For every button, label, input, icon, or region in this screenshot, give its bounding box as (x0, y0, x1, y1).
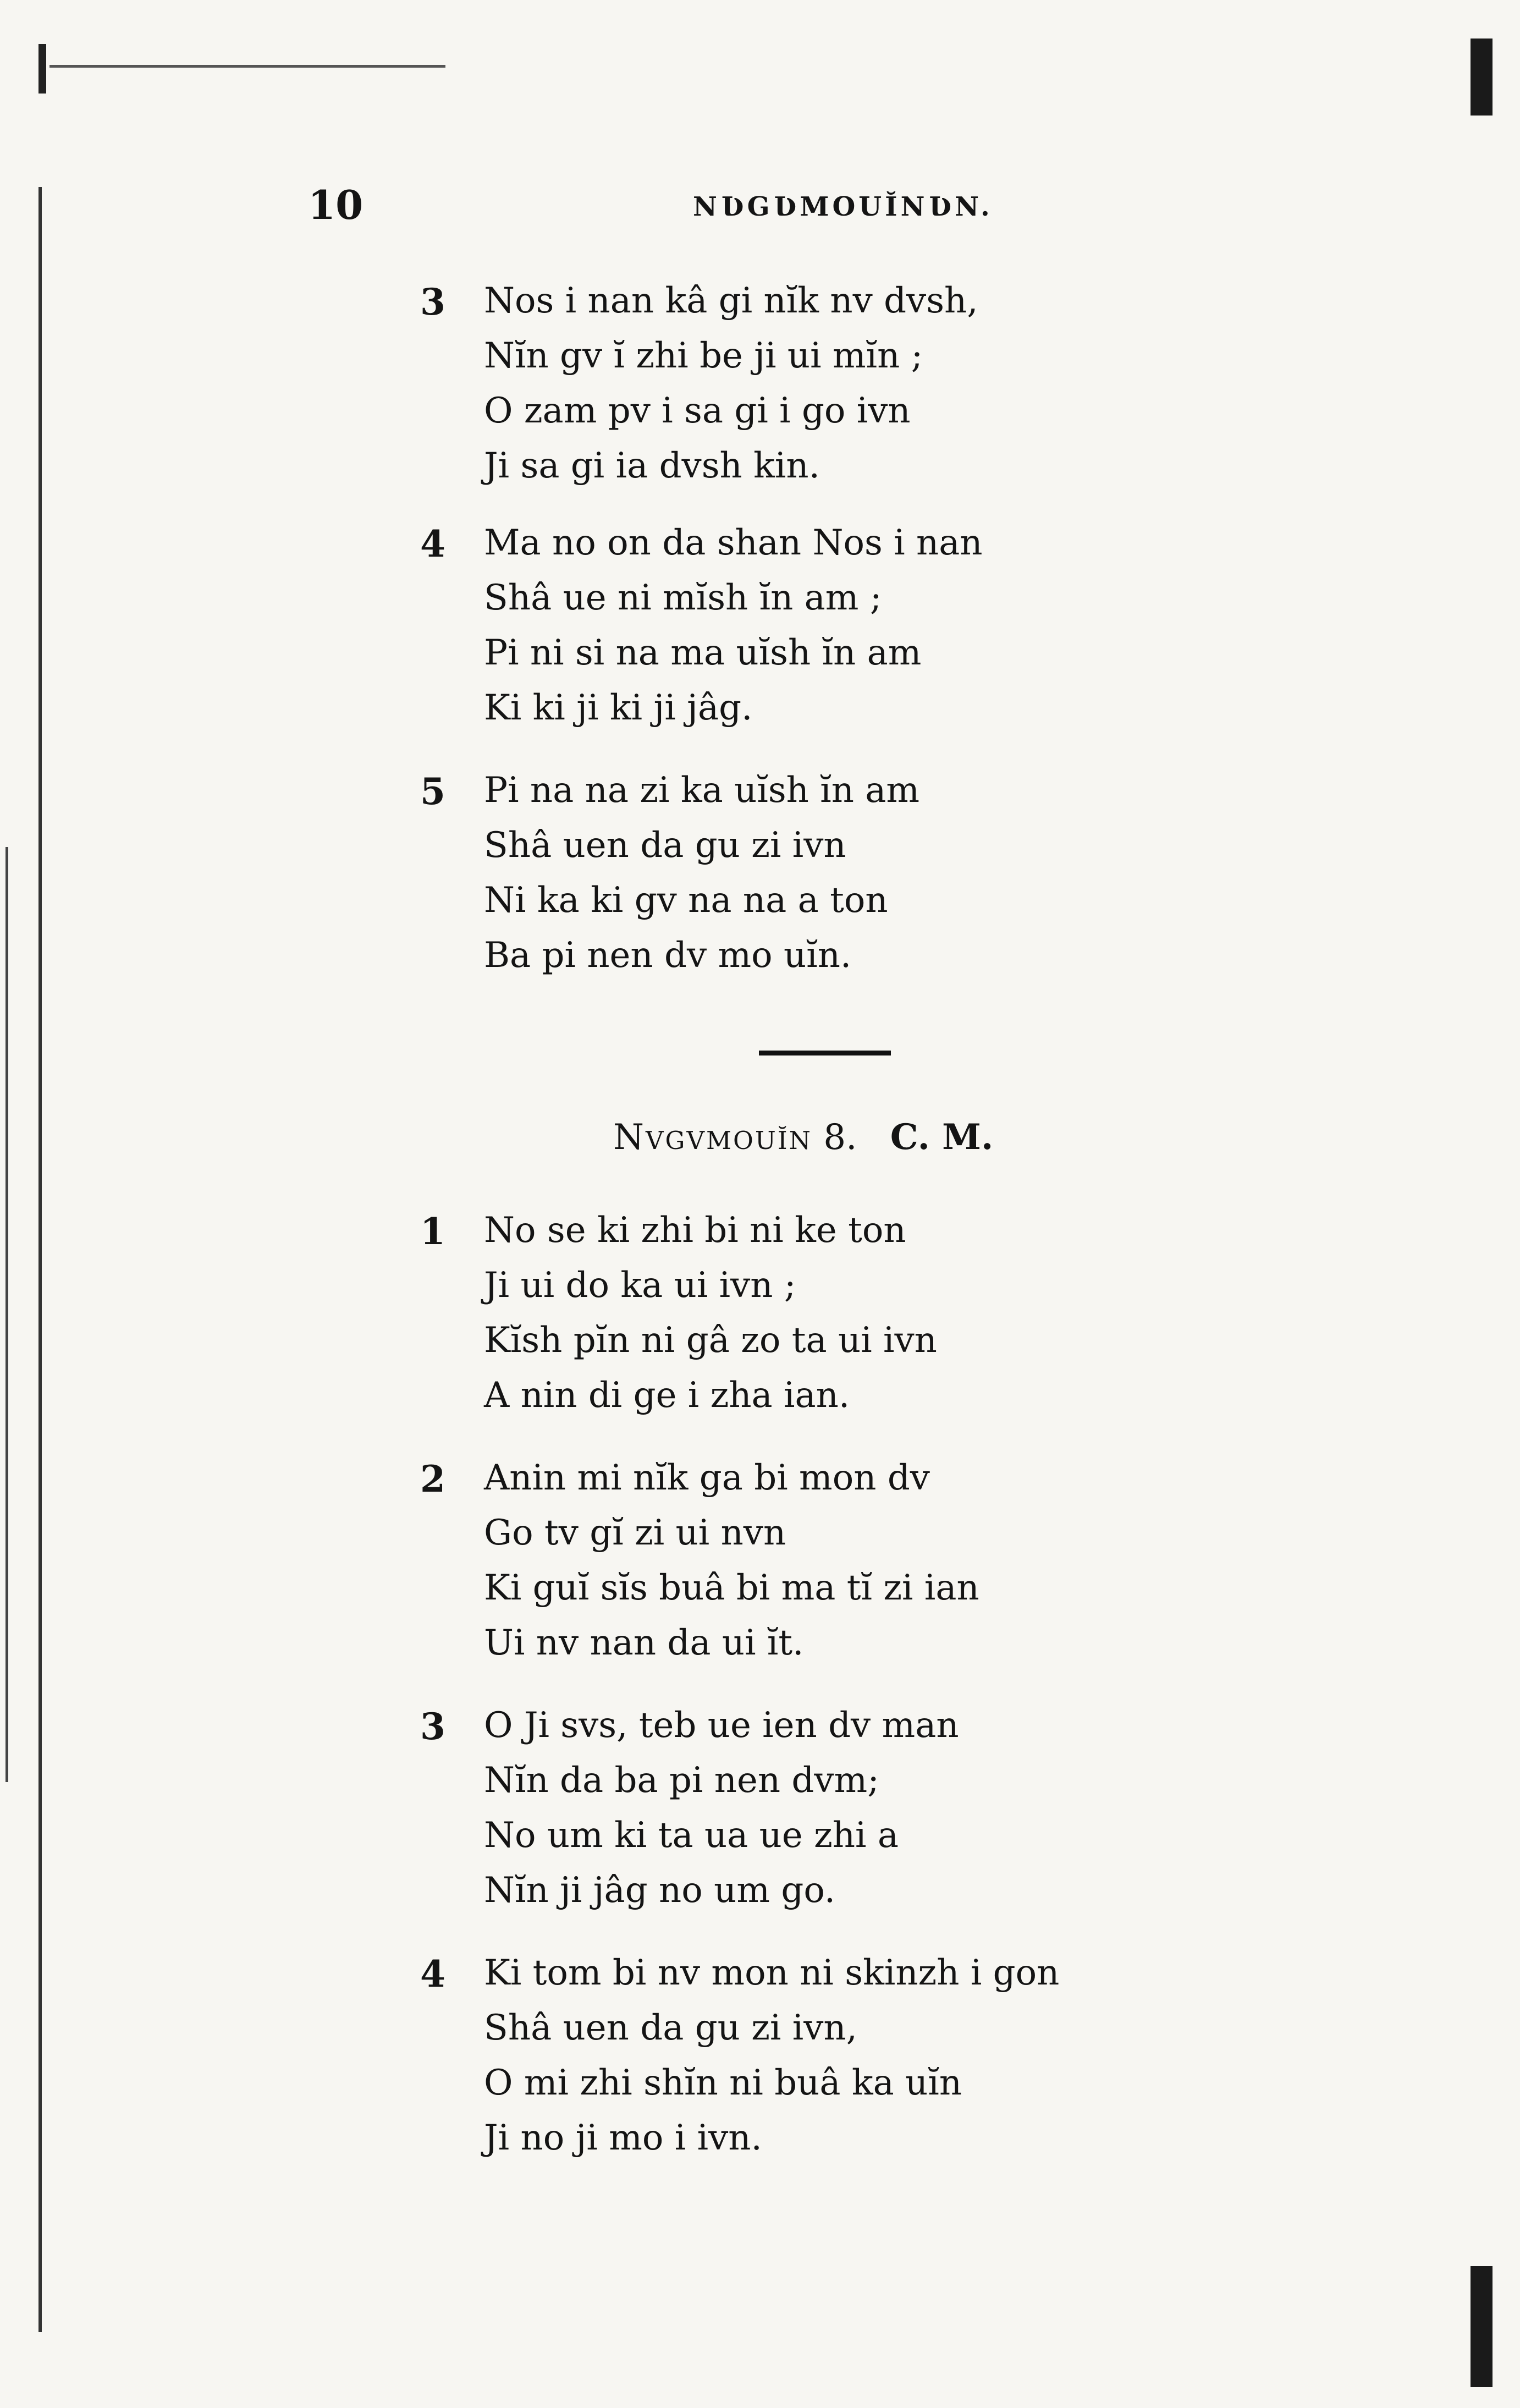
verse-line: Shâ uen da gu zi ivn (484, 825, 846, 866)
stanza-number: 5 (420, 770, 445, 813)
verse-line: No um ki ta ua ue zhi a (484, 1815, 899, 1856)
verse-line: Ji ui do ka ui ivn ; (484, 1265, 796, 1306)
stanza-number: 3 (420, 281, 445, 323)
verse-line: Ji sa gi ia dvsh kin. (484, 446, 820, 486)
verse-line: Shâ ue ni mĭsh ĭn am ; (484, 578, 882, 618)
verse-line: Pi na na zi ka uĭsh ĭn am (484, 770, 920, 811)
verse-line: Ba pi nen dv mo uĭn. (484, 935, 852, 976)
scan-edge-mark (1471, 2266, 1493, 2387)
stanza-number: 1 (420, 1210, 445, 1253)
verse-line: Ni ka ki gv na na a ton (484, 880, 888, 921)
verse-line: O Ji svs, teb ue ien dv man (484, 1705, 959, 1746)
verse-line: Ui nv nan da ui ĭt. (484, 1623, 804, 1663)
verse-line: Kĭsh pĭn ni gâ zo ta ui ivn (484, 1320, 937, 1361)
verse-line: Nos i nan kâ gi nĭk nv dvsh, (484, 281, 978, 321)
scan-edge-mark (1471, 39, 1493, 116)
verse-line: Nĭn gv ĭ zhi be ji ui mĭn ; (484, 336, 923, 376)
hymn-title-number: 8. (823, 1117, 857, 1158)
verse-line: Nĭn ji jâg no um go. (484, 1870, 836, 1911)
scan-rule (49, 65, 445, 68)
stanza-number: 4 (420, 1953, 445, 1995)
page-header (308, 182, 1045, 248)
verse-line: Ma no on da shan Nos i nan (484, 523, 983, 563)
stanza-number: 3 (420, 1705, 445, 1748)
verse-line: No se ki zhi bi ni ke ton (484, 1210, 906, 1251)
verse-line: Ki guĭ sĭs buâ bi ma tĭ zi ian (484, 1568, 979, 1608)
verse-line: A nin di ge i zha ian. (484, 1375, 850, 1416)
stanza-number: 4 (420, 523, 445, 565)
verse-line: Nĭn da ba pi nen dvm; (484, 1760, 879, 1801)
page-number: 10 (308, 182, 364, 228)
verse-line: Pi ni si na ma uĭsh ĭn am (484, 633, 922, 673)
verse-line: Anin mi nĭk ga bi mon dv (484, 1458, 930, 1498)
verse-line: O zam pv i sa gi i go ivn (484, 391, 911, 431)
verse-line: Shâ uen da gu zi ivn, (484, 2008, 857, 2048)
verse-line: Go tv gĭ zi ui nvn (484, 1513, 786, 1553)
running-head: NƲGƲMOUĬNƲN. (693, 191, 993, 222)
section-divider (759, 1051, 891, 1055)
verse-line: Ji no ji mo i ivn. (484, 2118, 762, 2158)
verse-line: Ki tom bi nv mon ni skinzh i gon (484, 1953, 1060, 1993)
stanza-number: 2 (420, 1458, 445, 1500)
scan-edge-mark (5, 847, 8, 1782)
scan-edge-mark (38, 44, 46, 94)
hymn-title-name: Nvgvmouĭn (613, 1117, 812, 1158)
verse-line: Ki ki ji ki ji jâg. (484, 688, 753, 728)
hymn-meter: C. M. (890, 1117, 994, 1158)
verse-line: O mi zhi shĭn ni buâ ka uĭn (484, 2063, 962, 2103)
hymn-title (613, 1117, 993, 1158)
scan-edge-mark (38, 187, 42, 2332)
